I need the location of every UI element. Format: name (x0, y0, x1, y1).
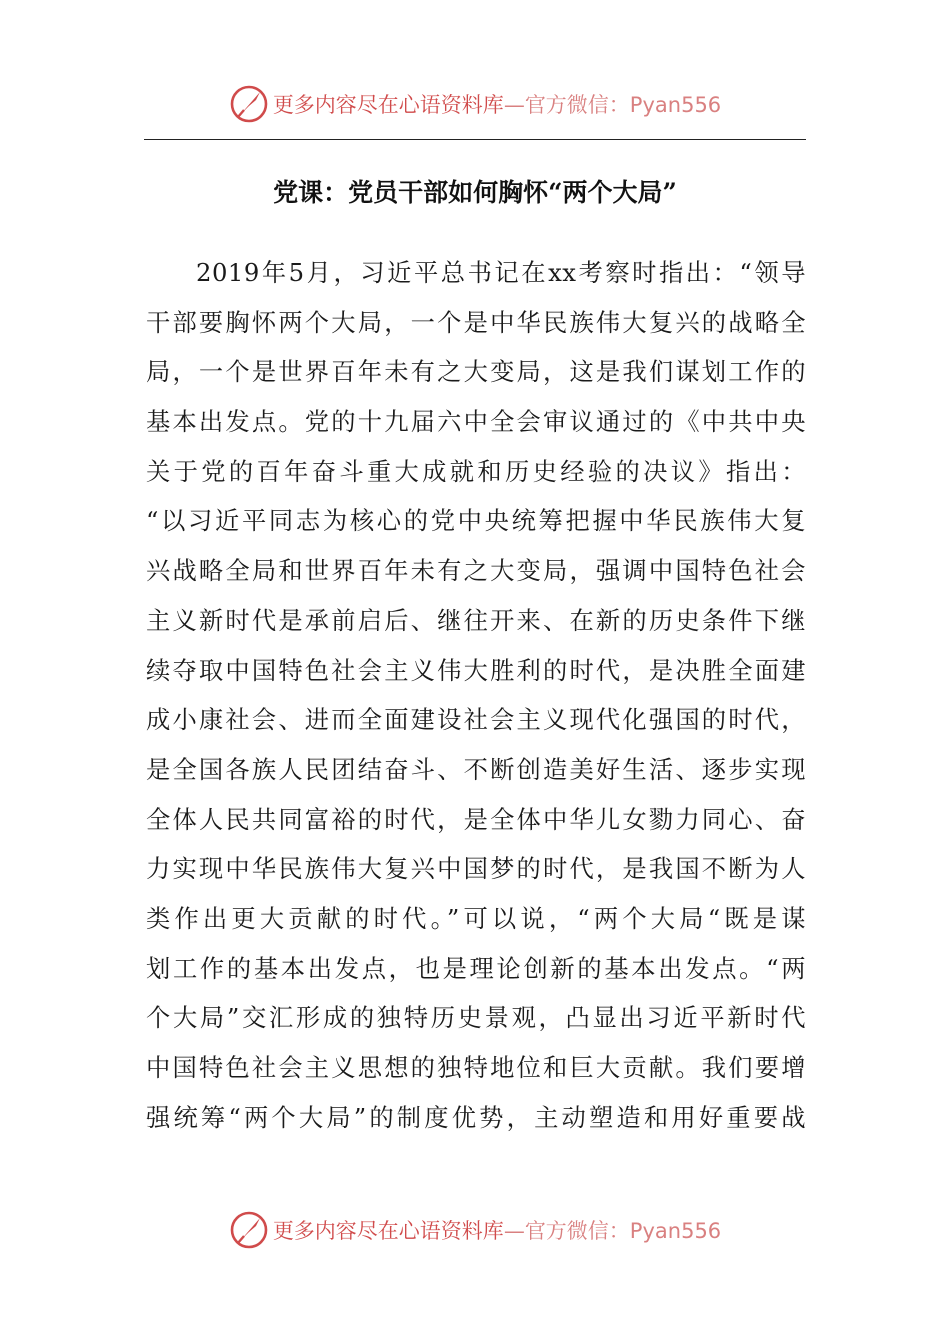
body-line: 2019年5月，习近平总书记在xx考察时指出：“领导 (196, 258, 806, 287)
body-line: 基本出发点。党的十九届六中全会审议通过的《中共中央 (146, 407, 806, 437)
footer-banner-main: 更多内容尽在心语资料库 (272, 1219, 504, 1243)
header-banner-main: 更多内容尽在心语资料库 (272, 93, 504, 117)
body-line: “以习近平同志为核心的党中央统筹把握中华民族伟大复 (146, 506, 806, 536)
footer-banner-text (273, 1215, 721, 1245)
document-title: 党课：党员干部如何胸怀“两个大局” (273, 178, 677, 207)
body-line: 个大局”交汇形成的独特历史景观，凸显出习近平新时代 (146, 1003, 806, 1033)
body-line: 干部要胸怀两个大局，一个是中华民族伟大复兴的战略全 (146, 307, 806, 337)
footer-banner-dash: — (503, 1219, 525, 1243)
header-banner-text (273, 89, 721, 119)
body-line: 局，一个是世界百年未有之大变局，这是我们谋划工作的 (146, 357, 806, 387)
body-line: 中国特色社会主义思想的独特地位和巨大贡献。我们要增 (146, 1053, 806, 1082)
quill-pen-logo-icon (229, 84, 269, 124)
body-line: 关于党的百年奋斗重大成就和历史经验的决议》指出： (146, 456, 806, 486)
body-line: 兴战略全局和世界百年未有之大变局，强调中国特色社会 (146, 556, 806, 586)
body-line: 主义新时代是承前启后、继往开来、在新的历史条件下继 (146, 605, 806, 635)
header-banner-dash: — (503, 93, 525, 117)
quill-pen-logo-icon (229, 1210, 269, 1250)
footer-banner (0, 1208, 950, 1252)
header-banner (0, 82, 950, 126)
header-divider (144, 139, 806, 140)
body-line: 力实现中华民族伟大复兴中国梦的时代，是我国不断为人 (146, 854, 806, 884)
body-line: 强统筹“两个大局”的制度优势，主动塑造和用好重要战 (146, 1102, 806, 1132)
body-line: 全体人民共同富裕的时代，是全体中华儿女勠力同心、奋 (146, 804, 806, 834)
document-body (146, 248, 806, 1142)
body-line: 成小康社会、进而全面建设社会主义现代化强国的时代， (146, 705, 806, 735)
body-line: 类作出更大贡献的时代。”可以说，“两个大局“既是谋 (146, 903, 806, 933)
body-line: 续夺取中国特色社会主义伟大胜利的时代，是决胜全面建 (146, 655, 806, 685)
body-line: 划工作的基本出发点，也是理论创新的基本出发点。“两 (146, 953, 806, 983)
body-line: 是全国各族人民团结奋斗、不断创造美好生活、逐步实现 (146, 754, 806, 784)
footer-banner-wechat: 官方微信：Pyan556 (524, 1219, 722, 1243)
header-banner-wechat: 官方微信：Pyan556 (524, 93, 722, 117)
